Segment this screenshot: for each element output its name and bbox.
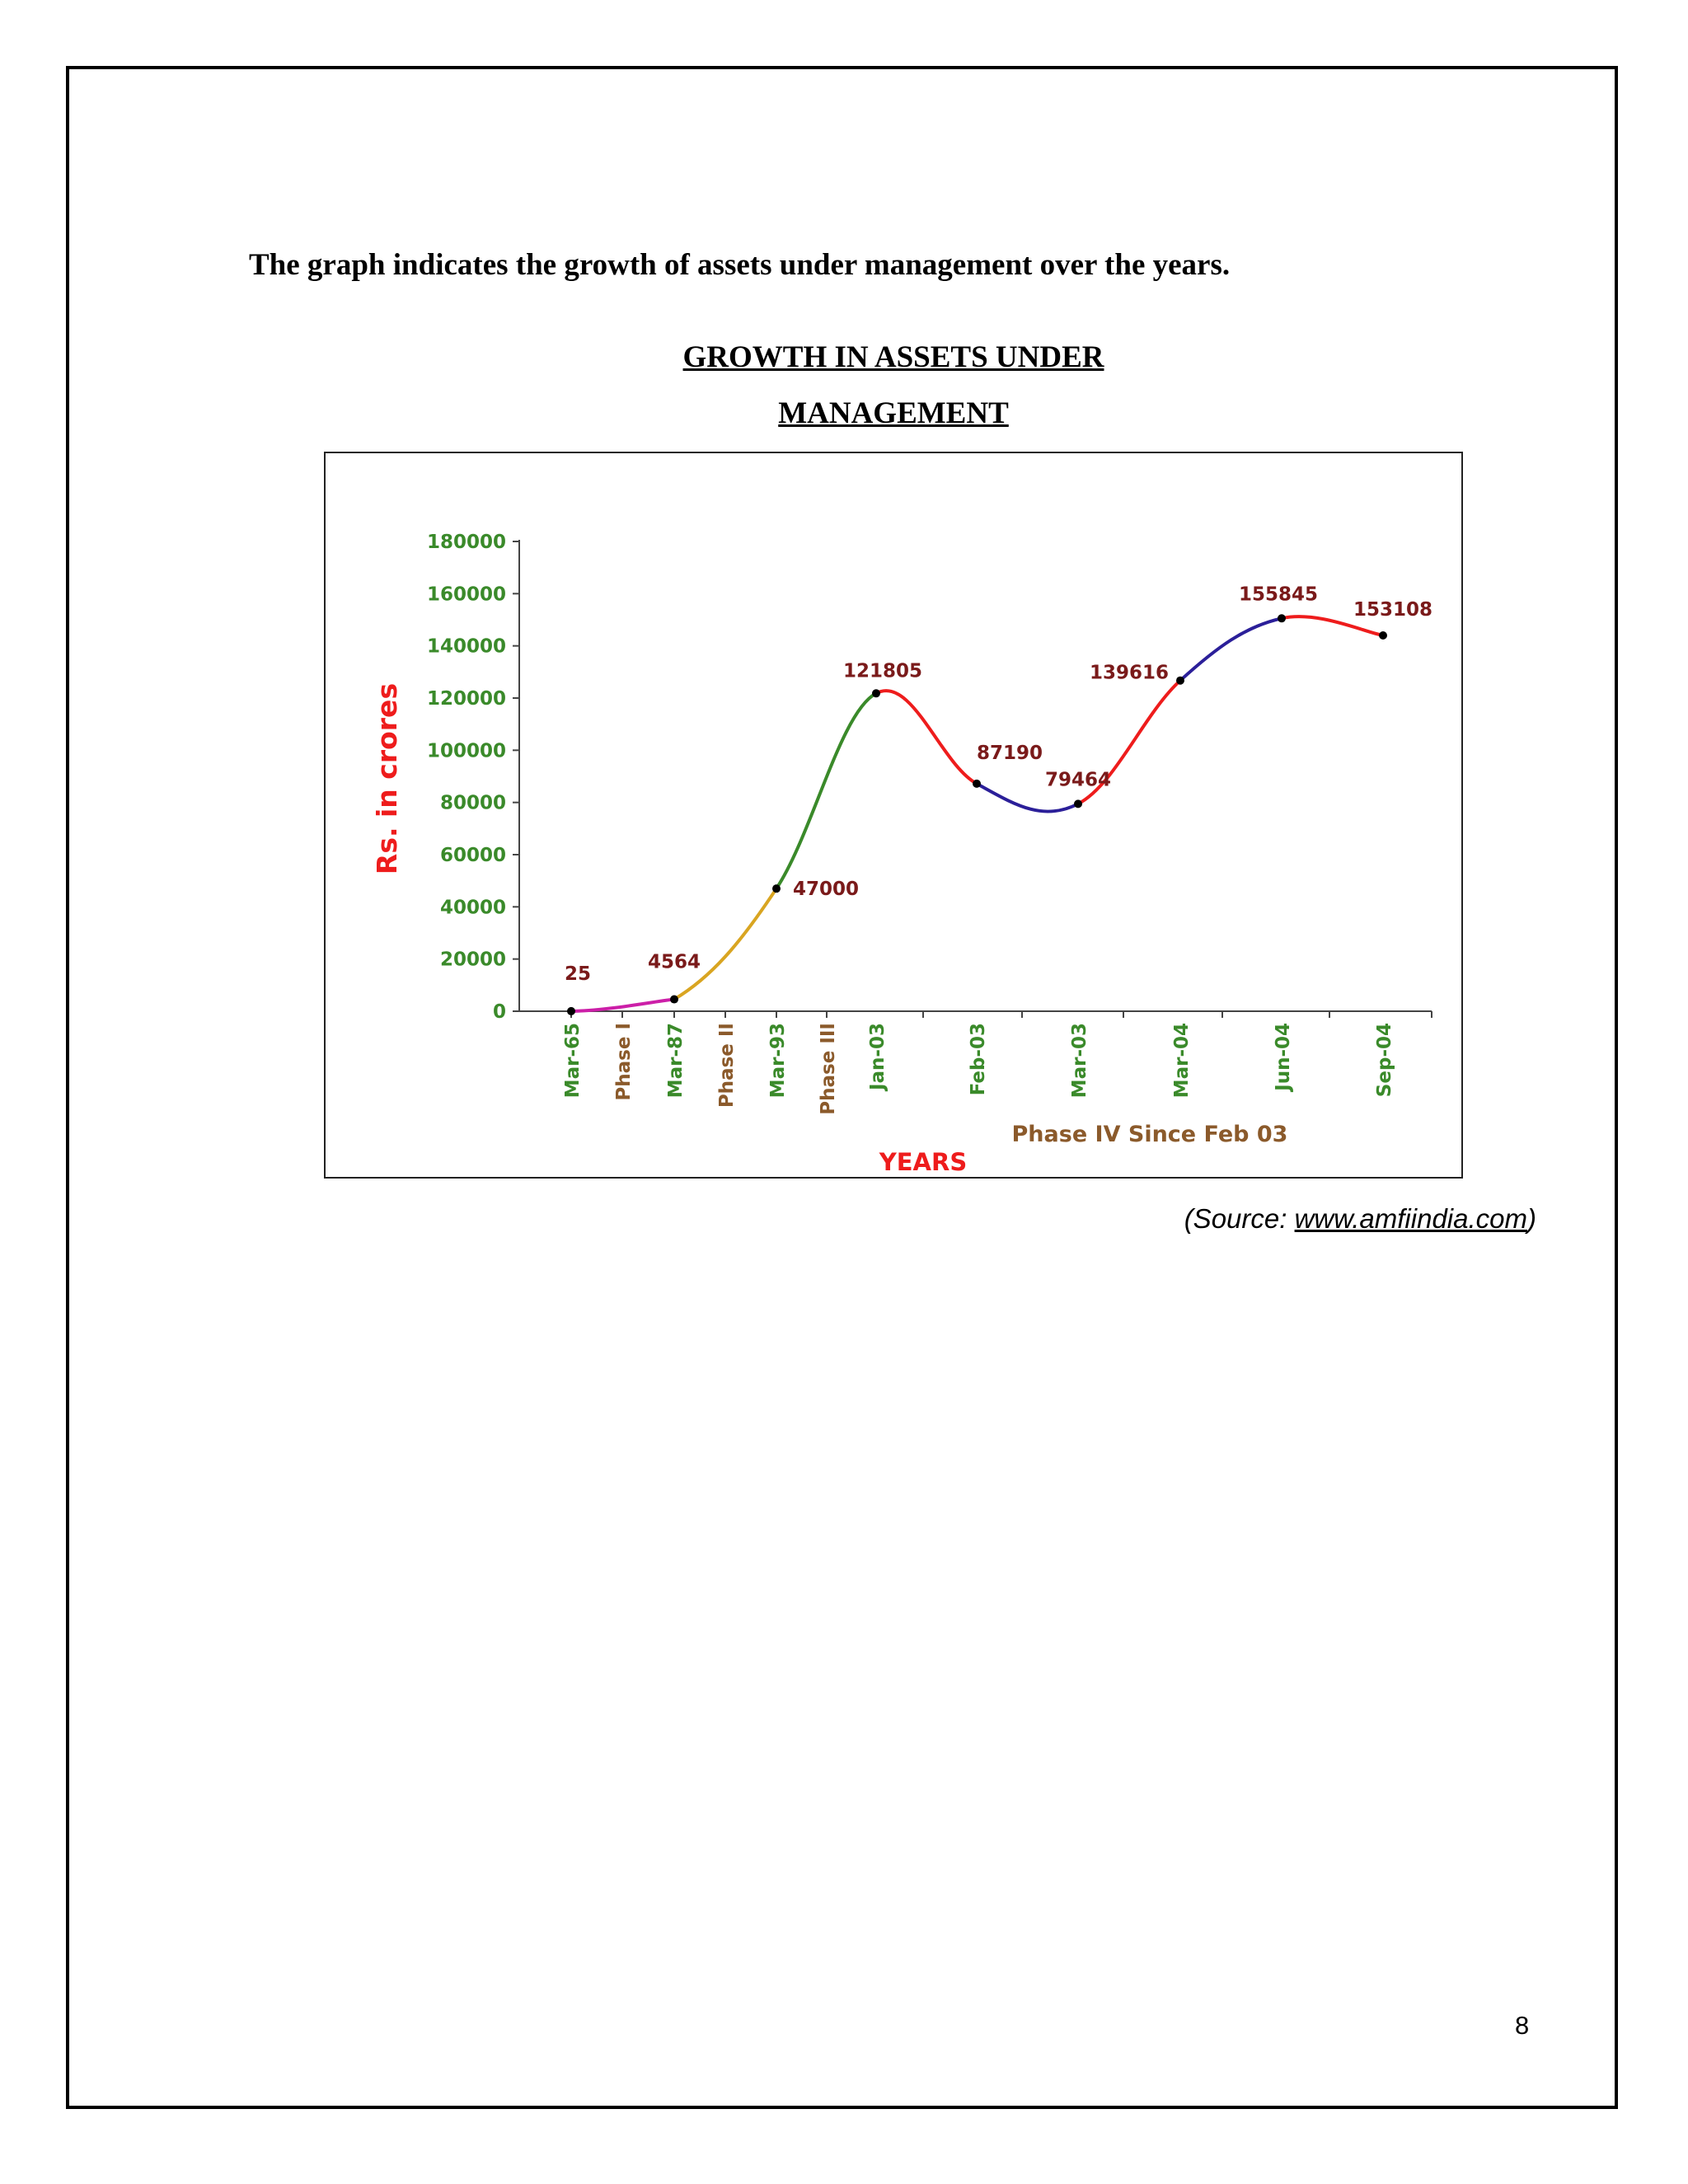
y-tick-label: 140000 xyxy=(426,635,506,658)
page-number: 8 xyxy=(1515,2011,1530,2040)
x-category-label: Feb-03 xyxy=(968,1023,989,1096)
series-line-segment xyxy=(776,693,876,888)
data-point-marker xyxy=(1379,631,1387,640)
data-point-label: 79464 xyxy=(1044,769,1112,791)
data-point-label: 121805 xyxy=(842,660,923,682)
x-phase-label: Phase I xyxy=(613,1023,635,1101)
series-line-segment xyxy=(1180,618,1282,680)
source-link[interactable]: www.amfiindia.com xyxy=(1294,1203,1527,1234)
x-category-label: Mar-04 xyxy=(1171,1023,1193,1099)
data-point-marker xyxy=(567,1007,575,1015)
phase-iv-label: Phase IV Since Feb 03 xyxy=(1011,1122,1288,1147)
x-category-label: Jan-03 xyxy=(867,1023,889,1091)
source-suffix: ) xyxy=(1527,1203,1536,1234)
x-phase-label: Phase II xyxy=(716,1023,738,1108)
series-line-segment xyxy=(876,691,977,784)
data-point-marker xyxy=(670,996,678,1004)
data-point-marker xyxy=(1074,799,1082,808)
data-point-marker xyxy=(772,884,781,893)
x-axis-title: YEARS xyxy=(879,1148,968,1176)
data-point-marker xyxy=(872,689,880,697)
chart-title-line1: GROWTH IN ASSETS UNDER xyxy=(682,340,1104,374)
data-point-marker xyxy=(1278,614,1286,622)
data-point-label: 139616 xyxy=(1089,662,1169,684)
y-tick-label: 180000 xyxy=(426,532,506,553)
y-axis-title: Rs. in crores xyxy=(371,682,403,875)
data-point-marker xyxy=(1176,677,1184,685)
growth-line-chart xyxy=(326,453,1461,1177)
y-tick-label: 40000 xyxy=(439,897,506,919)
data-point-label: 47000 xyxy=(793,879,860,901)
data-point-marker xyxy=(973,780,981,788)
x-category-label: Mar-03 xyxy=(1069,1023,1090,1099)
y-tick-label: 60000 xyxy=(439,845,506,866)
y-tick-label: 120000 xyxy=(426,688,506,710)
x-category-label: Sep-04 xyxy=(1374,1023,1395,1098)
data-point-label: 87190 xyxy=(976,742,1043,764)
series-line-segment xyxy=(674,888,776,999)
source-prefix: (Source: xyxy=(1184,1203,1295,1234)
x-category-label: Jun-04 xyxy=(1273,1023,1294,1091)
chart-container xyxy=(324,452,1463,1179)
x-category-label: Mar-65 xyxy=(562,1023,584,1099)
y-tick-label: 0 xyxy=(492,1001,506,1023)
data-point-label: 25 xyxy=(564,963,592,985)
y-tick-label: 160000 xyxy=(426,583,506,606)
data-point-label: 155845 xyxy=(1238,583,1319,606)
y-tick-label: 20000 xyxy=(439,949,506,971)
data-point-label: 4564 xyxy=(647,951,701,973)
y-tick-label: 80000 xyxy=(439,792,506,814)
source-citation xyxy=(1184,1203,1536,1235)
y-tick-label: 100000 xyxy=(426,740,506,762)
intro-text: The graph indicates the growth of assets under management over the years. xyxy=(249,248,1231,282)
x-phase-label: Phase III xyxy=(818,1023,839,1115)
data-point-label: 153108 xyxy=(1353,599,1433,621)
series-line-segment xyxy=(571,1000,674,1011)
x-category-label: Mar-87 xyxy=(665,1023,687,1099)
chart-title-line2: MANAGEMENT xyxy=(778,396,1009,430)
x-category-label: Mar-93 xyxy=(767,1023,789,1099)
